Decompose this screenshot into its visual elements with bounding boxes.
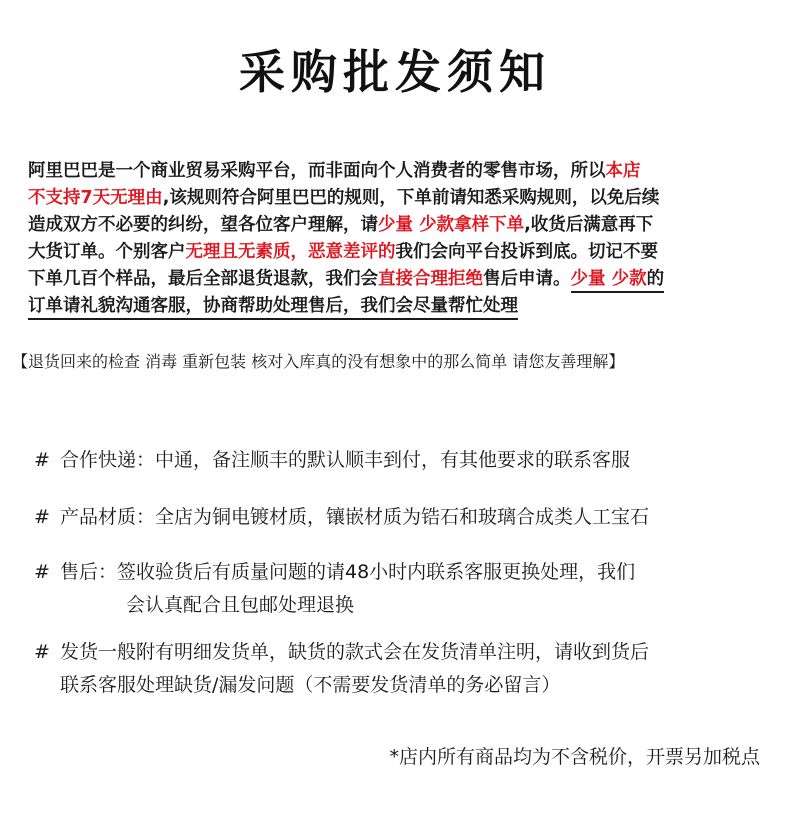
- return-notice: 【退货回来的检查 消毒 重新包装 核对入库真的没有想象中的那么简单 请您友善理解】: [12, 352, 625, 371]
- tax-note: *店内所有商品均为不含税价，开票另加税点: [389, 746, 760, 768]
- intro-text: 大货订单。个别客户: [28, 242, 186, 262]
- intro-text: 的: [647, 269, 665, 293]
- intro-line-6: [28, 293, 766, 320]
- intro-text: 造成双方不必要的纠纷，望各位客户理解，请: [28, 215, 378, 235]
- item-line-continued: 联系客服处理缺货/漏发问题（不需要发货清单的务必留言）: [60, 674, 561, 696]
- item-line: [34, 636, 649, 669]
- intro-highlight: 无理且无素质，恶意差评的: [185, 242, 396, 262]
- intro-text: 阿里巴巴是一个商业贸易采购平台，而非面向个人消费者的零售市场，所以: [28, 161, 606, 181]
- intro-paragraph: [28, 158, 766, 320]
- item-line-continued: 会认真配合且包邮处理退换: [126, 594, 355, 616]
- item-text: 产品材质：全店为铜电镀材质，镶嵌材质为锆石和玻璃合成类人工宝石: [60, 506, 650, 528]
- intro-highlight: 本店: [605, 161, 641, 181]
- notice-item-after-sales: [34, 556, 635, 622]
- item-line: [34, 444, 630, 477]
- intro-text: ,该规则符合阿里巴巴的规则，下单前请知悉采购规则，以免后续: [162, 188, 660, 208]
- notice-item-material: [34, 501, 649, 534]
- intro-highlight: 不支持7天无理由: [28, 188, 163, 208]
- intro-highlight: 少量 少款: [571, 269, 647, 293]
- intro-text: ,收货后满意再下: [524, 215, 654, 235]
- intro-highlight: 少量 少款拿样下单: [378, 215, 525, 235]
- notice-item-shipping: [34, 444, 630, 477]
- page-title: 采购批发须知: [239, 45, 551, 99]
- item-text: 售后：签收验货后有质量问题的请48小时内联系客服更换处理，我们: [60, 561, 636, 583]
- intro-line-1: [28, 158, 766, 185]
- notice-item-delivery: [34, 636, 649, 702]
- item-line: [34, 556, 635, 589]
- item-line: [34, 501, 649, 534]
- intro-text: 售后申请。: [483, 269, 571, 289]
- intro-text: 订单请礼貌沟通客服，协商帮助处理售后，我们会尽量帮忙处理: [28, 296, 518, 320]
- intro-line-3: [28, 212, 766, 239]
- intro-line-5: [28, 266, 766, 293]
- intro-line-2: [28, 185, 766, 212]
- hash-bullet: #: [34, 506, 50, 528]
- intro-line-4: [28, 239, 766, 266]
- intro-text: 下单几百个样品，最后全部退货退款，我们会: [28, 269, 378, 289]
- intro-highlight: 直接合理拒绝: [378, 269, 483, 289]
- hash-bullet: #: [34, 641, 50, 663]
- item-text: 合作快递：中通，备注顺丰的默认顺丰到付，有其他要求的联系客服: [60, 449, 631, 471]
- item-text: 发货一般附有明细发货单，缺货的款式会在发货清单注明，请收到货后: [60, 641, 650, 663]
- hash-bullet: #: [34, 561, 50, 583]
- intro-text: 我们会向平台投诉到底。切记不要: [395, 242, 658, 262]
- hash-bullet: #: [34, 449, 50, 471]
